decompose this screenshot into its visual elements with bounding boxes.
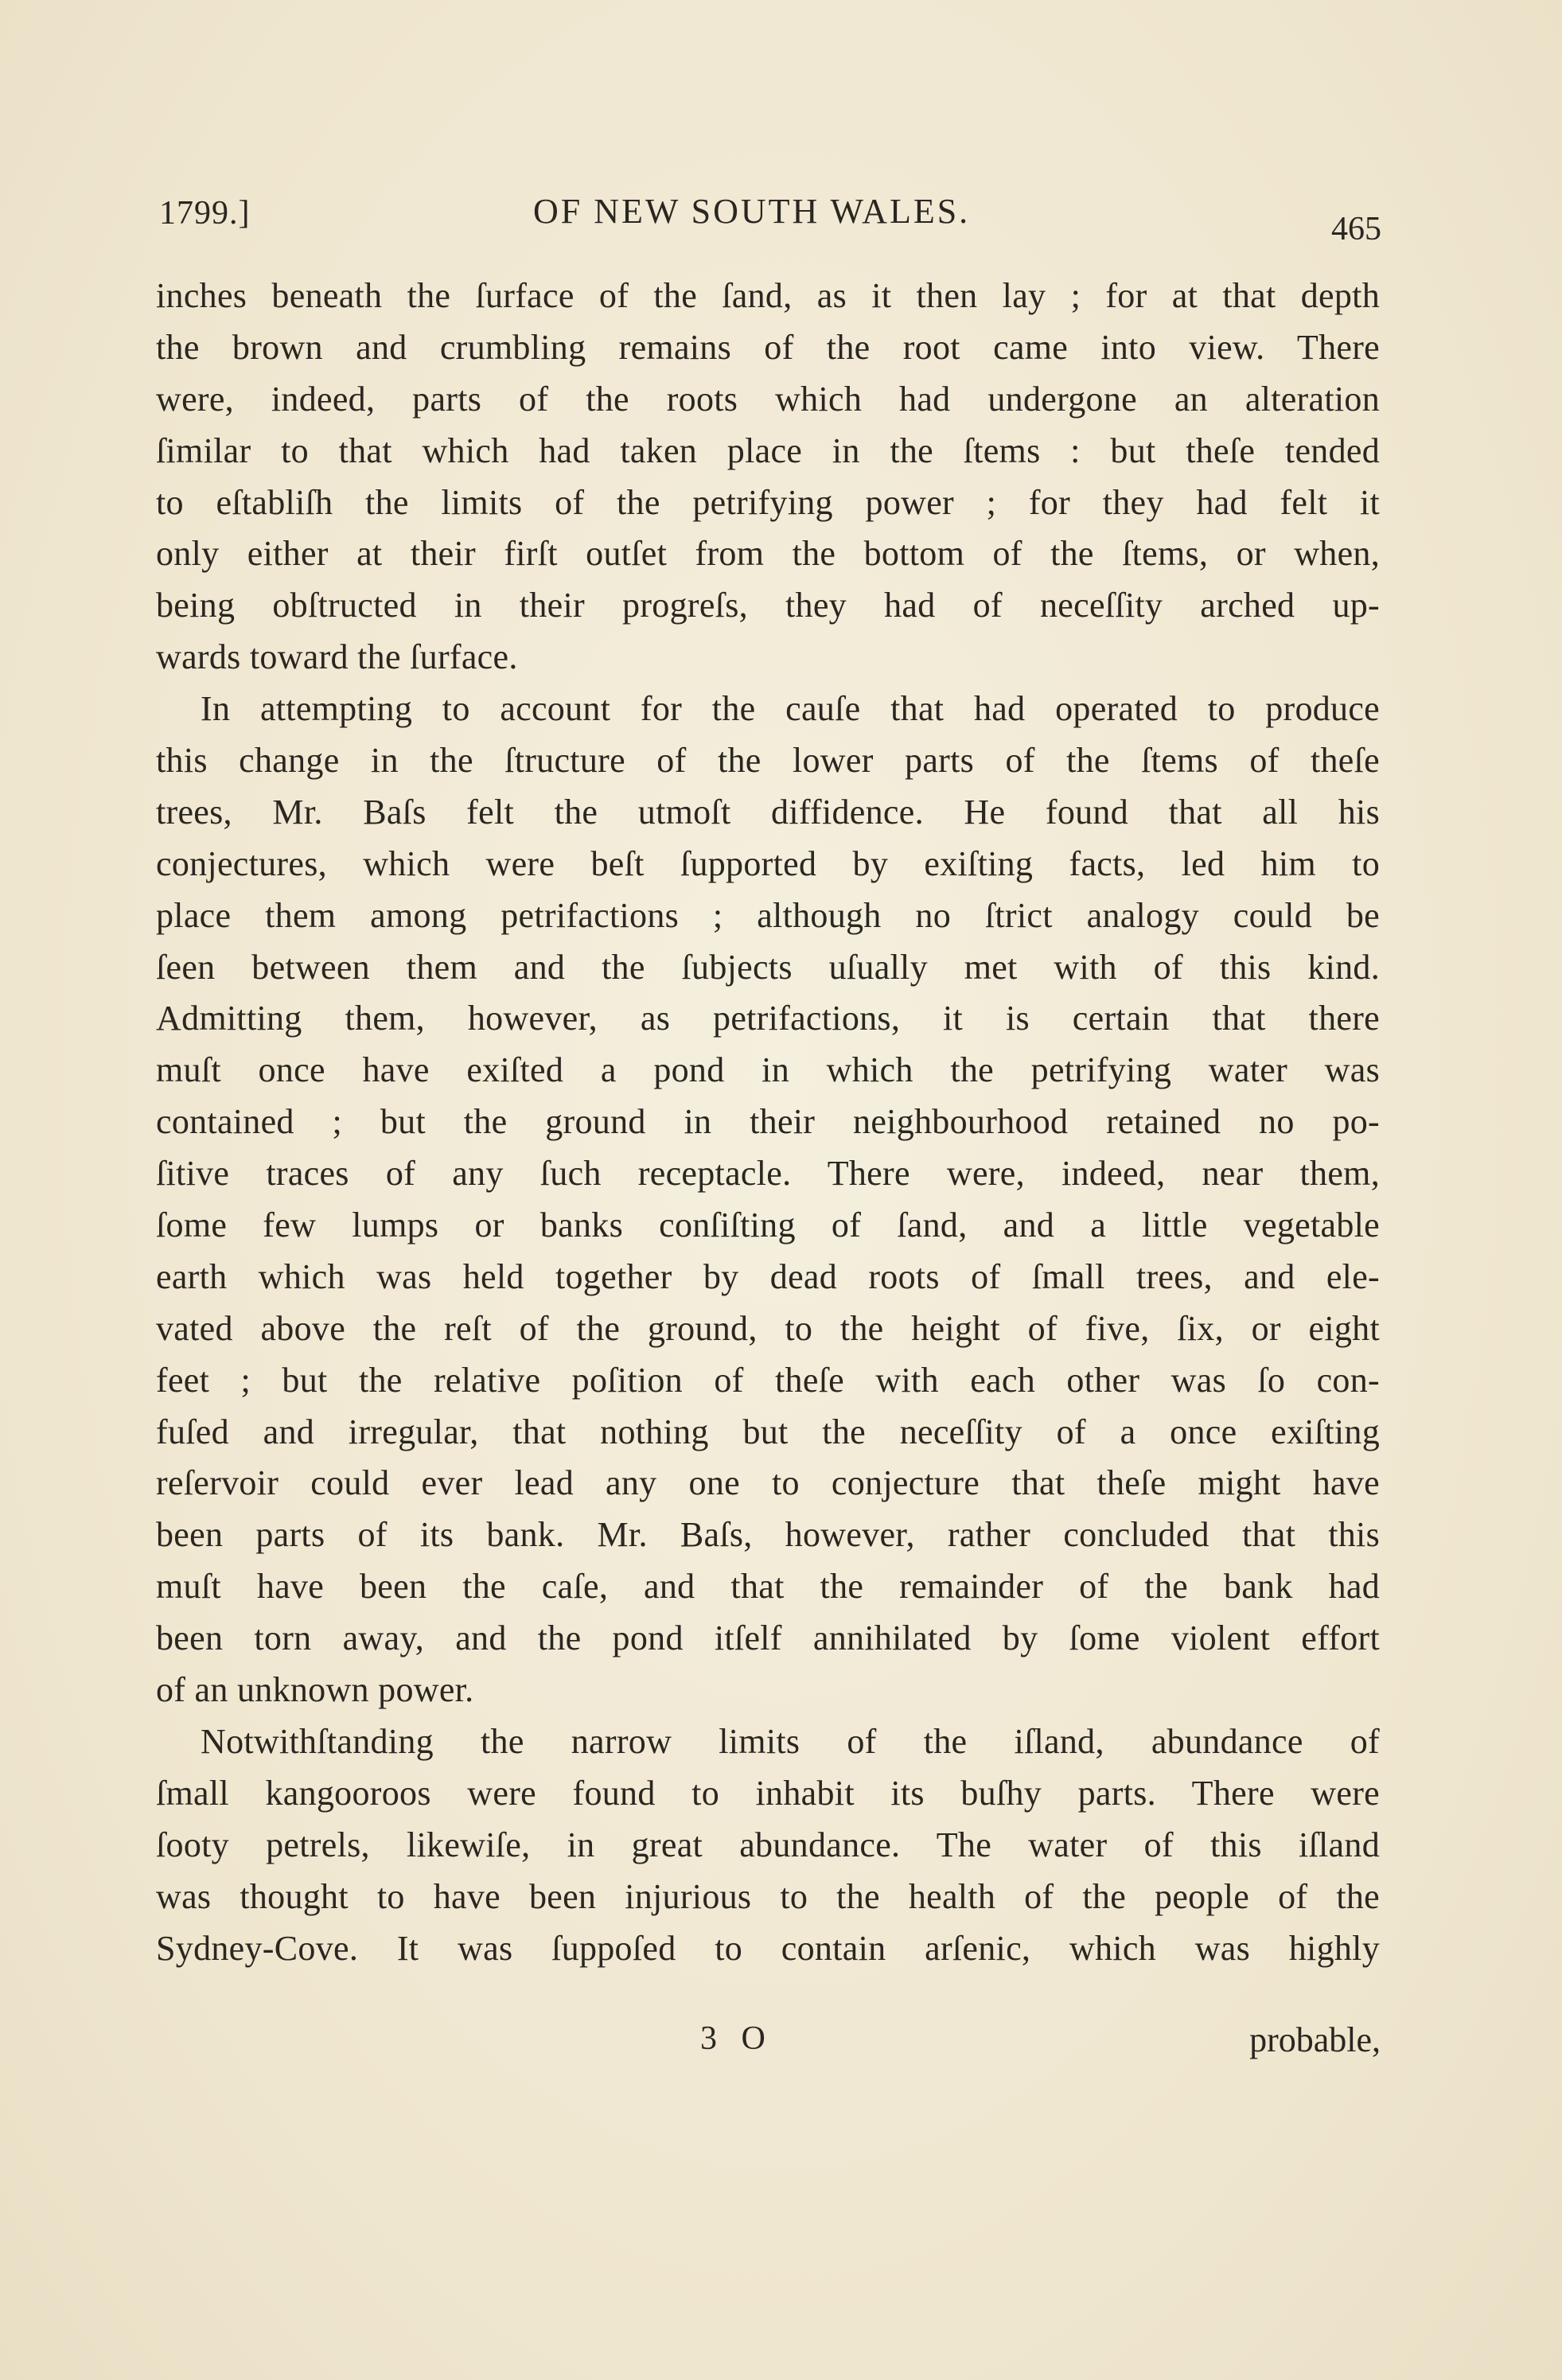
text-line: muſt have been the caſe, and that the remainder of the bank had xyxy=(156,1567,1380,1607)
text-line: vated above the reſt of the ground, to the height of five, ſix, or eight xyxy=(156,1308,1380,1348)
body-text xyxy=(156,271,1380,1974)
text-line: wards toward the ſurface. xyxy=(156,637,518,677)
text-line: ſeen between them and the ſubjects uſually met with of this kind. xyxy=(156,947,1380,987)
running-title: OF NEW SOUTH WALES. xyxy=(533,192,971,231)
text-line: contained ; but the ground in their neighbourhood retained no po- xyxy=(156,1102,1380,1142)
page-header xyxy=(151,189,1393,245)
text-line: the brown and crumbling remains of the root came into view. There xyxy=(156,327,1380,367)
text-line: In attempting to account for the cauſe that had operated to produce xyxy=(201,689,1380,729)
text-line: conjectures, which were beſt ſupported by exiſting facts, led him to xyxy=(156,843,1380,883)
text-line: fuſed and irregular, that nothing but the neceſſity of a once exiſting xyxy=(156,1412,1380,1451)
text-line: Notwithſtanding the narrow limits of the iſland, abundance of xyxy=(201,1721,1380,1761)
text-line: Admitting them, however, as petrifactions, it is certain that there xyxy=(156,999,1380,1038)
text-line: been torn away, and the pond itſelf annihilated by ſome violent effort xyxy=(156,1618,1380,1658)
text-line: trees, Mr. Baſs felt the utmoſt diffidence. He found that all his xyxy=(156,792,1380,832)
text-line: this change in the ſtructure of the lower parts of the ſtems of theſe xyxy=(156,741,1380,781)
header-year: 1799.] xyxy=(159,195,251,232)
text-line: only either at their firſt outſet from the bottom of the ſtems, or when, xyxy=(156,534,1380,574)
catchword: probable, xyxy=(1249,2020,1381,2059)
paragraph xyxy=(156,1716,1380,1974)
text-line: inches beneath the ſurface of the ſand, as it then lay ; for at that depth xyxy=(156,276,1380,315)
text-line: Sydney-Cove. It was ſuppoſed to contain arſenic, which was highly xyxy=(156,1928,1380,1968)
text-line: ſome few lumps or banks conſiſting of ſand, and a little vegetable xyxy=(156,1206,1380,1245)
text-line: been parts of its bank. Mr. Baſs, however, rather concluded that this xyxy=(156,1515,1380,1555)
text-line: feet ; but the relative poſition of theſe with each other was ſo con- xyxy=(156,1360,1380,1400)
paragraph xyxy=(156,684,1380,1716)
text-line: to eſtabliſh the limits of the petrifying power ; for they had felt it xyxy=(156,482,1380,522)
text-line: being obſtructed in their progreſs, they had of neceſſity arched up- xyxy=(156,586,1380,625)
text-line: ſmall kangooroos were found to inhabit its buſhy parts. There were xyxy=(156,1773,1380,1813)
text-line: ſooty petrels, likewiſe, in great abundance. The water of this iſland xyxy=(156,1825,1380,1864)
text-line: was thought to have been injurious to the health of the people of the xyxy=(156,1876,1380,1916)
text-line: ſimilar to that which had taken place in the ſtems : but theſe tended xyxy=(156,430,1380,470)
page-footer xyxy=(151,2020,1381,2067)
text-line: place them among petrifactions ; although no ſtrict analogy could be xyxy=(156,895,1380,935)
text-line: of an unknown power. xyxy=(156,1670,474,1710)
text-line: ſitive traces of any ſuch receptacle. There were, indeed, near them, xyxy=(156,1154,1380,1194)
signature-mark: 3 O xyxy=(700,2020,773,2057)
text-line: reſervoir could ever lead any one to conjecture that theſe might have xyxy=(156,1463,1380,1503)
paragraph xyxy=(156,271,1380,684)
text-line: were, indeed, parts of the roots which had undergone an alteration xyxy=(156,379,1380,419)
page-number: 465 xyxy=(1331,211,1381,247)
text-line: muſt once have exiſted a pond in which the petrifying water was xyxy=(156,1050,1380,1090)
text-line: earth which was held together by dead roots of ſmall trees, and ele- xyxy=(156,1256,1380,1296)
